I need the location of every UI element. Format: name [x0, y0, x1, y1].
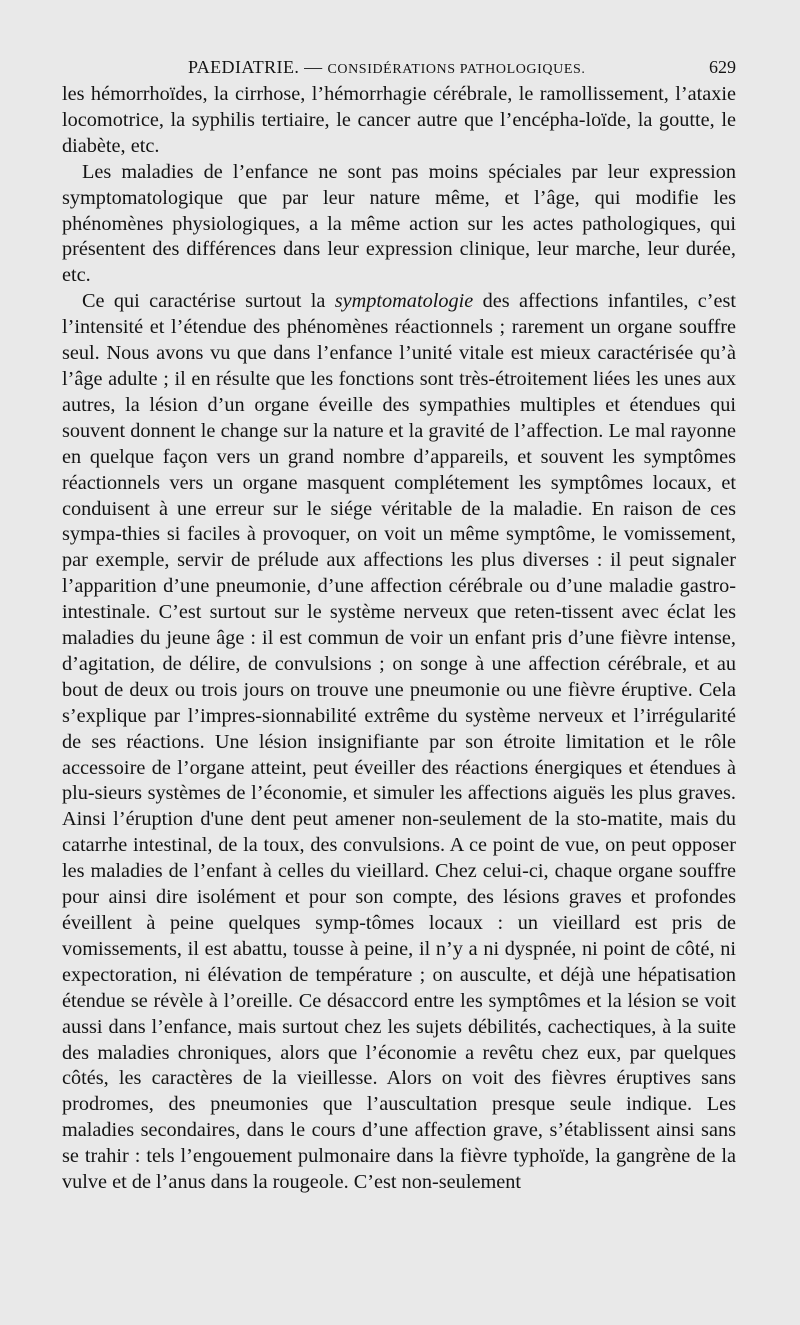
body-text: [62, 82, 736, 1196]
paragraph-continuation: les hémorrhoïdes, la cirrhose, l’hémorrhagie cérébrale, le ramollissement, l’ataxie locomotrice, la syphilis tertiaire, le cancer autre que l’encépha-loïde, la goutte, le diabète, etc.: [62, 83, 736, 157]
paragraph-symptomatology-lead: Ce qui caractérise surtout la: [82, 290, 335, 313]
paragraph-childhood-diseases: Les maladies de l’enfance ne sont pas moins spéciales par leur expression symptomatologique que par leur nature même, et l’âge, qui modifie les phénomènes physiologiques, a la même action sur les actes pathologiques, qui présentent des différences dans leur expression clinique, leur marche, leur durée, etc.: [62, 160, 736, 287]
paragraph-symptomatology: [62, 289, 736, 1196]
running-title-dash: —: [299, 57, 328, 77]
running-title-main: PAEDIATRIE.: [188, 57, 300, 77]
running-title-subtitle: CONSIDÉRATIONS PATHOLOGIQUES.: [327, 62, 586, 77]
running-header: [62, 54, 736, 80]
page-number: 629: [709, 57, 736, 77]
running-title: [188, 54, 585, 83]
emphasis-symptomatologie: symptomatologie: [334, 290, 474, 313]
paragraph-symptomatology-body: des affections infantiles, c’est l’intensité et l’étendue des phénomènes réactionnels ; rarement un organe souffre seul. Nous avons vu que dans l’enfance l’unité vitale est mieux caractérisée qu’à l’âge adulte ; il en résulte que les fonctions sont très-étroitement liées les unes aux autres, la lésion d’un organe éveille des sympathies multiples et étendues qui souvent donnent le change sur la nature et la gravité de l’affection. Le mal rayonne en quelque façon vers un grand nombre d’appareils, et souvent les symptômes réactionnels vers un organe masquent complétement les symptômes locaux, et conduisent à une erreur sur le siége véritable de la maladie. En raison de ces sympa-thies si faciles à provoquer, on voit un même symptôme, le vomissement, par exemple, servir de prélude aux affections les plus diverses : il peut signaler l’apparition d’une pneumonie, d’une affection cérébrale ou d’une maladie gastro-intestinale. C’est surtout sur le système nerveux que reten-tissent avec éclat les maladies du jeune âge : il est commun de voir un enfant pris d’une fièvre intense, d’agitation, de délire, de convulsions ; on songe à une affection cérébrale, et au bout de deux ou trois jours on trouve une pneumonie ou une fièvre éruptive. Cela s’explique par l’impres-sionnabilité extrême du système nerveux et l’irrégularité de ses réactions. Une lésion insignifiante par son étroite limitation et le rôle accessoire de l’organe atteint, peut éveiller des réactions énergiques et étendues à plu-sieurs systèmes de l’économie, et simuler les affections aiguës les plus graves. Ainsi l’éruption d'une dent peut amener non-seulement de la sto-matite, mais du catarrhe intestinal, de la toux, des convulsions. A ce point de vue, on peut opposer les maladies de l’enfant à celles du vieillard. Chez celui-ci, chaque organe souffre pour ainsi dire isolément et pour son compte, des lésions graves et profondes éveillent à peine quelques symp-tômes locaux : un vieillard est pris de vomissements, il est abattu, tousse à peine, il n’y a ni dyspnée, ni point de côté, ni expectoration, ni élévation de température ; on ausculte, et déjà une hépatisation étendue se révèle à l’oreille. Ce désaccord entre les symptômes et la lésion se voit aussi dans l’enfance, mais surtout chez les sujets débilités, cachectiques, à la suite des maladies chroniques, alors que l’économie a revêtu chez eux, par quelques côtés, les caractères de la vieillesse. Alors on voit des fièvres éruptives sans prodromes, des pneumonies que l’auscultation presque seule indique. Les maladies secondaires, dans le cours d’une affection grave, s’établissent ainsi sans se trahir : tels l’engouement pulmonaire dans la fièvre typhoïde, la gangrène de la vulve et de l’anus dans la rougeole. C’est non-seulement: [62, 290, 737, 1194]
